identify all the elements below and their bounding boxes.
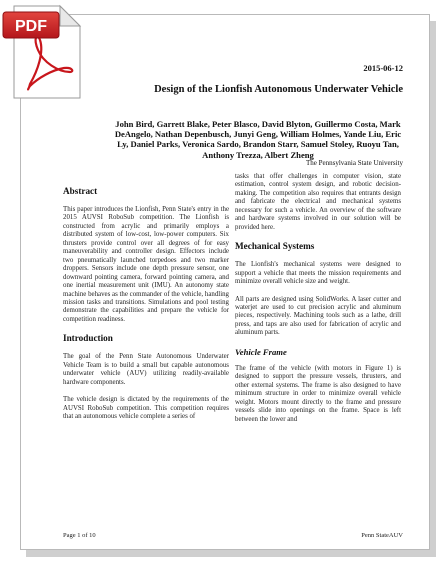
introduction-paragraph-2: The vehicle design is dictated by the requirements of the AUVSI RoboSub competition. This competition requires that an autonomous vehicle complete a series of (63, 396, 229, 421)
page-number: Page 1 of 10 (63, 532, 96, 539)
vehicle-frame-heading: Vehicle Frame (235, 346, 287, 357)
introduction-paragraph-1: The goal of the Penn State Autonomous Underwater Vehicle Team is to build a small but capable autonomous underwater vehicle (AUV) utilizing readily-available hardware components. (63, 353, 229, 386)
pdf-label: PDF (15, 18, 47, 35)
mechanical-systems-heading: Mechanical Systems (235, 241, 315, 252)
footer-organization: Penn StateAUV (361, 532, 403, 539)
mechanical-paragraph-1: The Lionfish's mechanical systems were designed to support a vehicle that meets the mission requirements and minimize overall vehicle size and weight. (235, 261, 401, 286)
intro-continued-paragraph: tasks that offer challenges in computer vision, state estimation, control system design, and robotic decision-making. The competition also requires that entrants design and fabricate the electrical and mechanical systems necessary for such a vehicle. An overview of the software and hardware systems involved in our solution will be provided here. (235, 173, 401, 231)
left-column (63, 181, 229, 431)
document-date: 2015-06-12 (363, 63, 403, 73)
pdf-file-icon (0, 0, 86, 104)
author-list: John Bird, Garrett Blake, Peter Blasco, David Blyton, Guillermo Costa, Mark DeAngelo, Nathan Depenbusch, Junyi Geng, William Holmes, Yande Liu, Eric Ly, Daniel Parks, Veronica Sardo, Brandon Starr, Samuel Stoley, Ruoyu Tan, Anthony Trezza, Albert Zheng (114, 119, 402, 160)
abstract-text: This paper introduces the Lionfish, Penn State's entry in the 2015 AUVSI RoboSub competition. The Lionfish is constructed from acrylic and primarily employs a distributed system of low-cost, low-power computers. Six thrusters provide control over all degrees of for easy maneuverability and controller design. Effectors include two pneumatically launched torpedoes and two marker droppers. Sensors include one depth pressure sensor, one downward pointing camera, forward pointing camera, and one inertial measurement unit (IMU). An autonomy state machine behaves as the commander of the vehicle, handling mission tasks and transitions. Simulations and pool testing demonstrate the capabilities and prepare the vehicle for competition readiness. (63, 206, 229, 323)
document-title: Design of the Lionfish Autonomous Underwater Vehicle (154, 84, 403, 95)
vehicle-frame-paragraph: The frame of the vehicle (with motors in Figure 1) is designed to support the pressure vessels, thrusters, and other external systems. The frame is also designed to have minimum structure in order to minimize overall vehicle weight. Motors mount directly to the frame and pressure vessels slide into openings on the frame. Space is left between the lower and (235, 364, 401, 423)
right-column (235, 173, 401, 433)
mechanical-paragraph-2: All parts are designed using SolidWorks. A laser cutter and waterjet are used to cut precision acrylic and aluminum pieces, respectively. Machining tools such as a lathe, drill press, and taps are also used for fabrication of acrylic and aluminum parts. (235, 295, 401, 337)
introduction-heading: Introduction (63, 333, 113, 344)
abstract-heading: Abstract (63, 186, 98, 196)
affiliation: The Pennsylvania State University (305, 159, 403, 167)
